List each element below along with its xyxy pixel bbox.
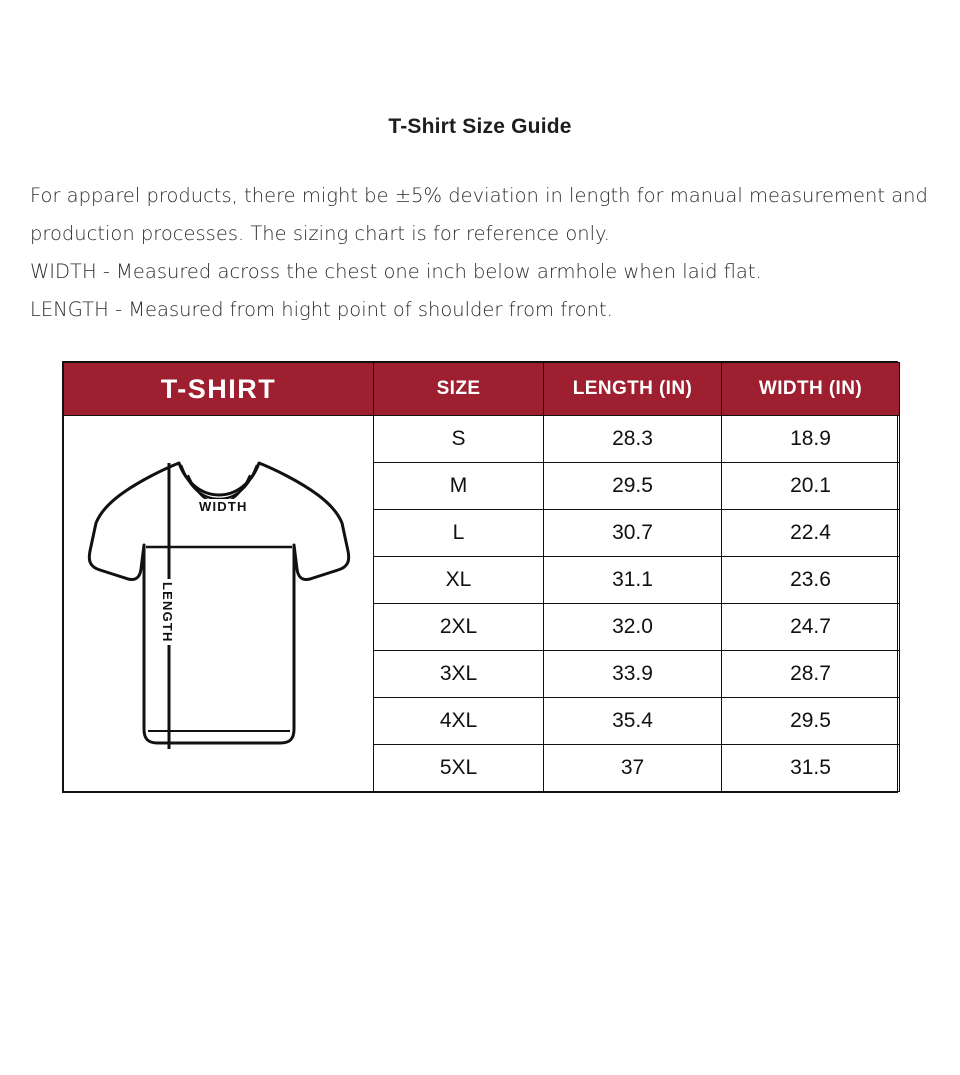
cell-length: 35.4 [544,698,722,745]
cell-size: M [374,463,544,510]
cell-length: 31.1 [544,557,722,604]
cell-size: 3XL [374,651,544,698]
cell-length: 33.9 [544,651,722,698]
size-table-container [62,361,898,793]
table-header [64,363,900,416]
cell-width: 24.7 [722,604,900,651]
size-guide-page [0,115,960,1075]
tshirt-illustration-icon [84,449,354,759]
table-header-length: LENGTH (IN) [544,363,722,416]
cell-size: 2XL [374,604,544,651]
intro-paragraph-3: LENGTH - Measured from hight point of shoulder from front. [30,298,613,321]
table-header-size: SIZE [374,363,544,416]
cell-size: S [374,416,544,463]
table-header-row [64,363,900,416]
cell-width: 22.4 [722,510,900,557]
table-body [64,416,900,792]
cell-length: 30.7 [544,510,722,557]
intro-text [30,177,930,329]
cell-length: 28.3 [544,416,722,463]
size-table [63,362,900,792]
cell-size: 4XL [374,698,544,745]
length-label: LENGTH [160,579,175,646]
cell-width: 28.7 [722,651,900,698]
cell-size: XL [374,557,544,604]
cell-width: 20.1 [722,463,900,510]
cell-size: 5XL [374,745,544,792]
table-header-width: WIDTH (IN) [722,363,900,416]
cell-width: 23.6 [722,557,900,604]
cell-width: 18.9 [722,416,900,463]
intro-paragraph-2: WIDTH - Measured across the chest one inch below armhole when laid flat. [30,260,762,283]
table-header-brand: T-SHIRT [64,363,374,416]
cell-size: L [374,510,544,557]
table-row [64,416,900,463]
cell-width: 31.5 [722,745,900,792]
width-label: WIDTH [196,499,251,514]
cell-length: 37 [544,745,722,792]
tshirt-diagram [64,419,373,789]
cell-length: 29.5 [544,463,722,510]
cell-length: 32.0 [544,604,722,651]
intro-paragraph-1: For apparel products, there might be ±5% deviation in length for manual measurement and production processes. The sizing chart is for reference only. [30,184,928,245]
cell-width: 29.5 [722,698,900,745]
tshirt-diagram-cell [64,416,374,792]
page-title: T-Shirt Size Guide [388,115,572,138]
